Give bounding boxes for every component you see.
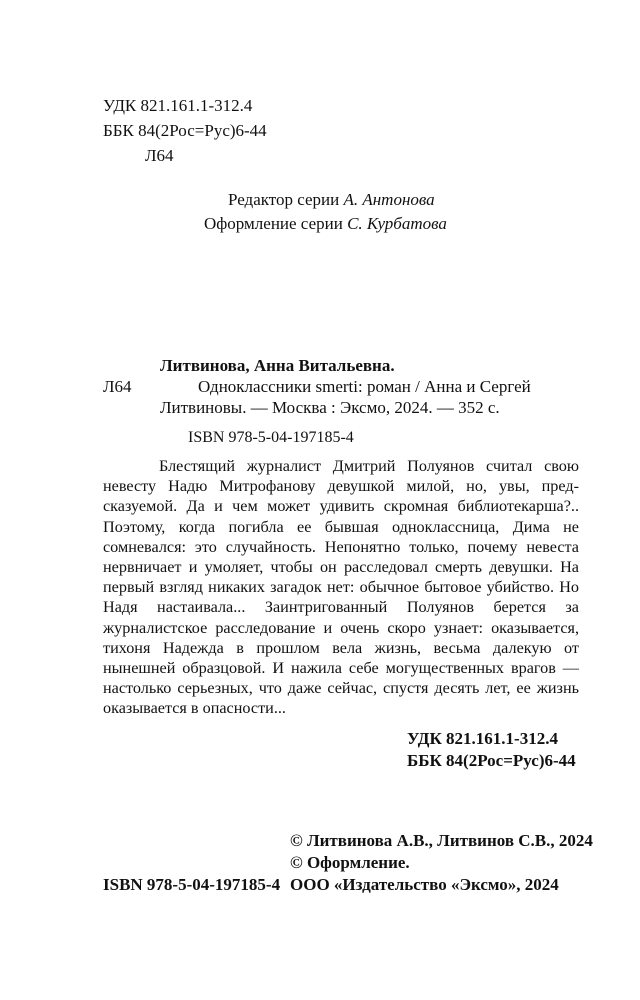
copyright-publisher: ООО «Издательство «Эксмо», 2024 [290, 875, 559, 894]
top-author-mark: Л64 [145, 146, 174, 165]
catalog-author-mark: Л64 [103, 377, 132, 396]
copyright-isbn: ISBN 978-5-04-197185-4 [103, 875, 281, 894]
top-udk-code: УДК 821.161.1-312.4 [103, 96, 253, 115]
catalog-udk-code: УДК 821.161.1-312.4 [407, 729, 558, 748]
series-editor-name: А. Антонова [343, 190, 435, 209]
top-bbk-code: ББК 84(2Рос=Рус)6-44 [103, 121, 267, 140]
copyright-design: © Оформление. [290, 853, 410, 872]
catalog-title-line-1: Одноклассники smerti: роман / Анна и Сергей [198, 377, 531, 396]
series-editor-prefix: Редактор серии [228, 190, 340, 209]
catalog-isbn: ISBN 978-5-04-197185-4 [188, 429, 354, 446]
series-editor-line [228, 190, 435, 210]
catalog-annotation: Блестящий журналист Дмитрий Полуянов считал свою невесту Надю Митрофанову девушкой милой, но, увы, предсказуемой. Да и чем может удивить скромная библиотекарша?.. Поэтому, когда погибла ее бывшая одноклассница, Дима не сомневался: это случайность. Непонятно только, почему невеста нервничает и умоляет, чтобы он расследовал смерть девушки. На первый взгляд никаких загадок нет: обычное бытовое убийство. Но Надя настаивала... Заинтригованный Полуянов берется за журналистское расследование и очень скоро узнает: оказывается, тихоня Надежда в прошлом вела жизнь, весьма далекую от нынешней образцовой. И нажила себе могущественных врагов — настолько серьезных, что даже сейчас, спустя десять лет, ее жизнь оказывается в опасности... [103, 457, 579, 718]
series-design-name: С. Курбатова [347, 214, 447, 233]
copyright-authors: © Литвинова А.В., Литвинов С.В., 2024 [290, 831, 593, 850]
catalog-author-heading: Литвинова, Анна Витальевна. [160, 356, 395, 375]
catalog-bbk-code: ББК 84(2Рос=Рус)6-44 [407, 751, 576, 770]
series-design-line [204, 214, 447, 234]
catalog-title-line-2: Литвиновы. — Москва : Эксмо, 2024. — 352 с. [160, 398, 500, 417]
series-design-prefix: Оформление серии [204, 214, 343, 233]
